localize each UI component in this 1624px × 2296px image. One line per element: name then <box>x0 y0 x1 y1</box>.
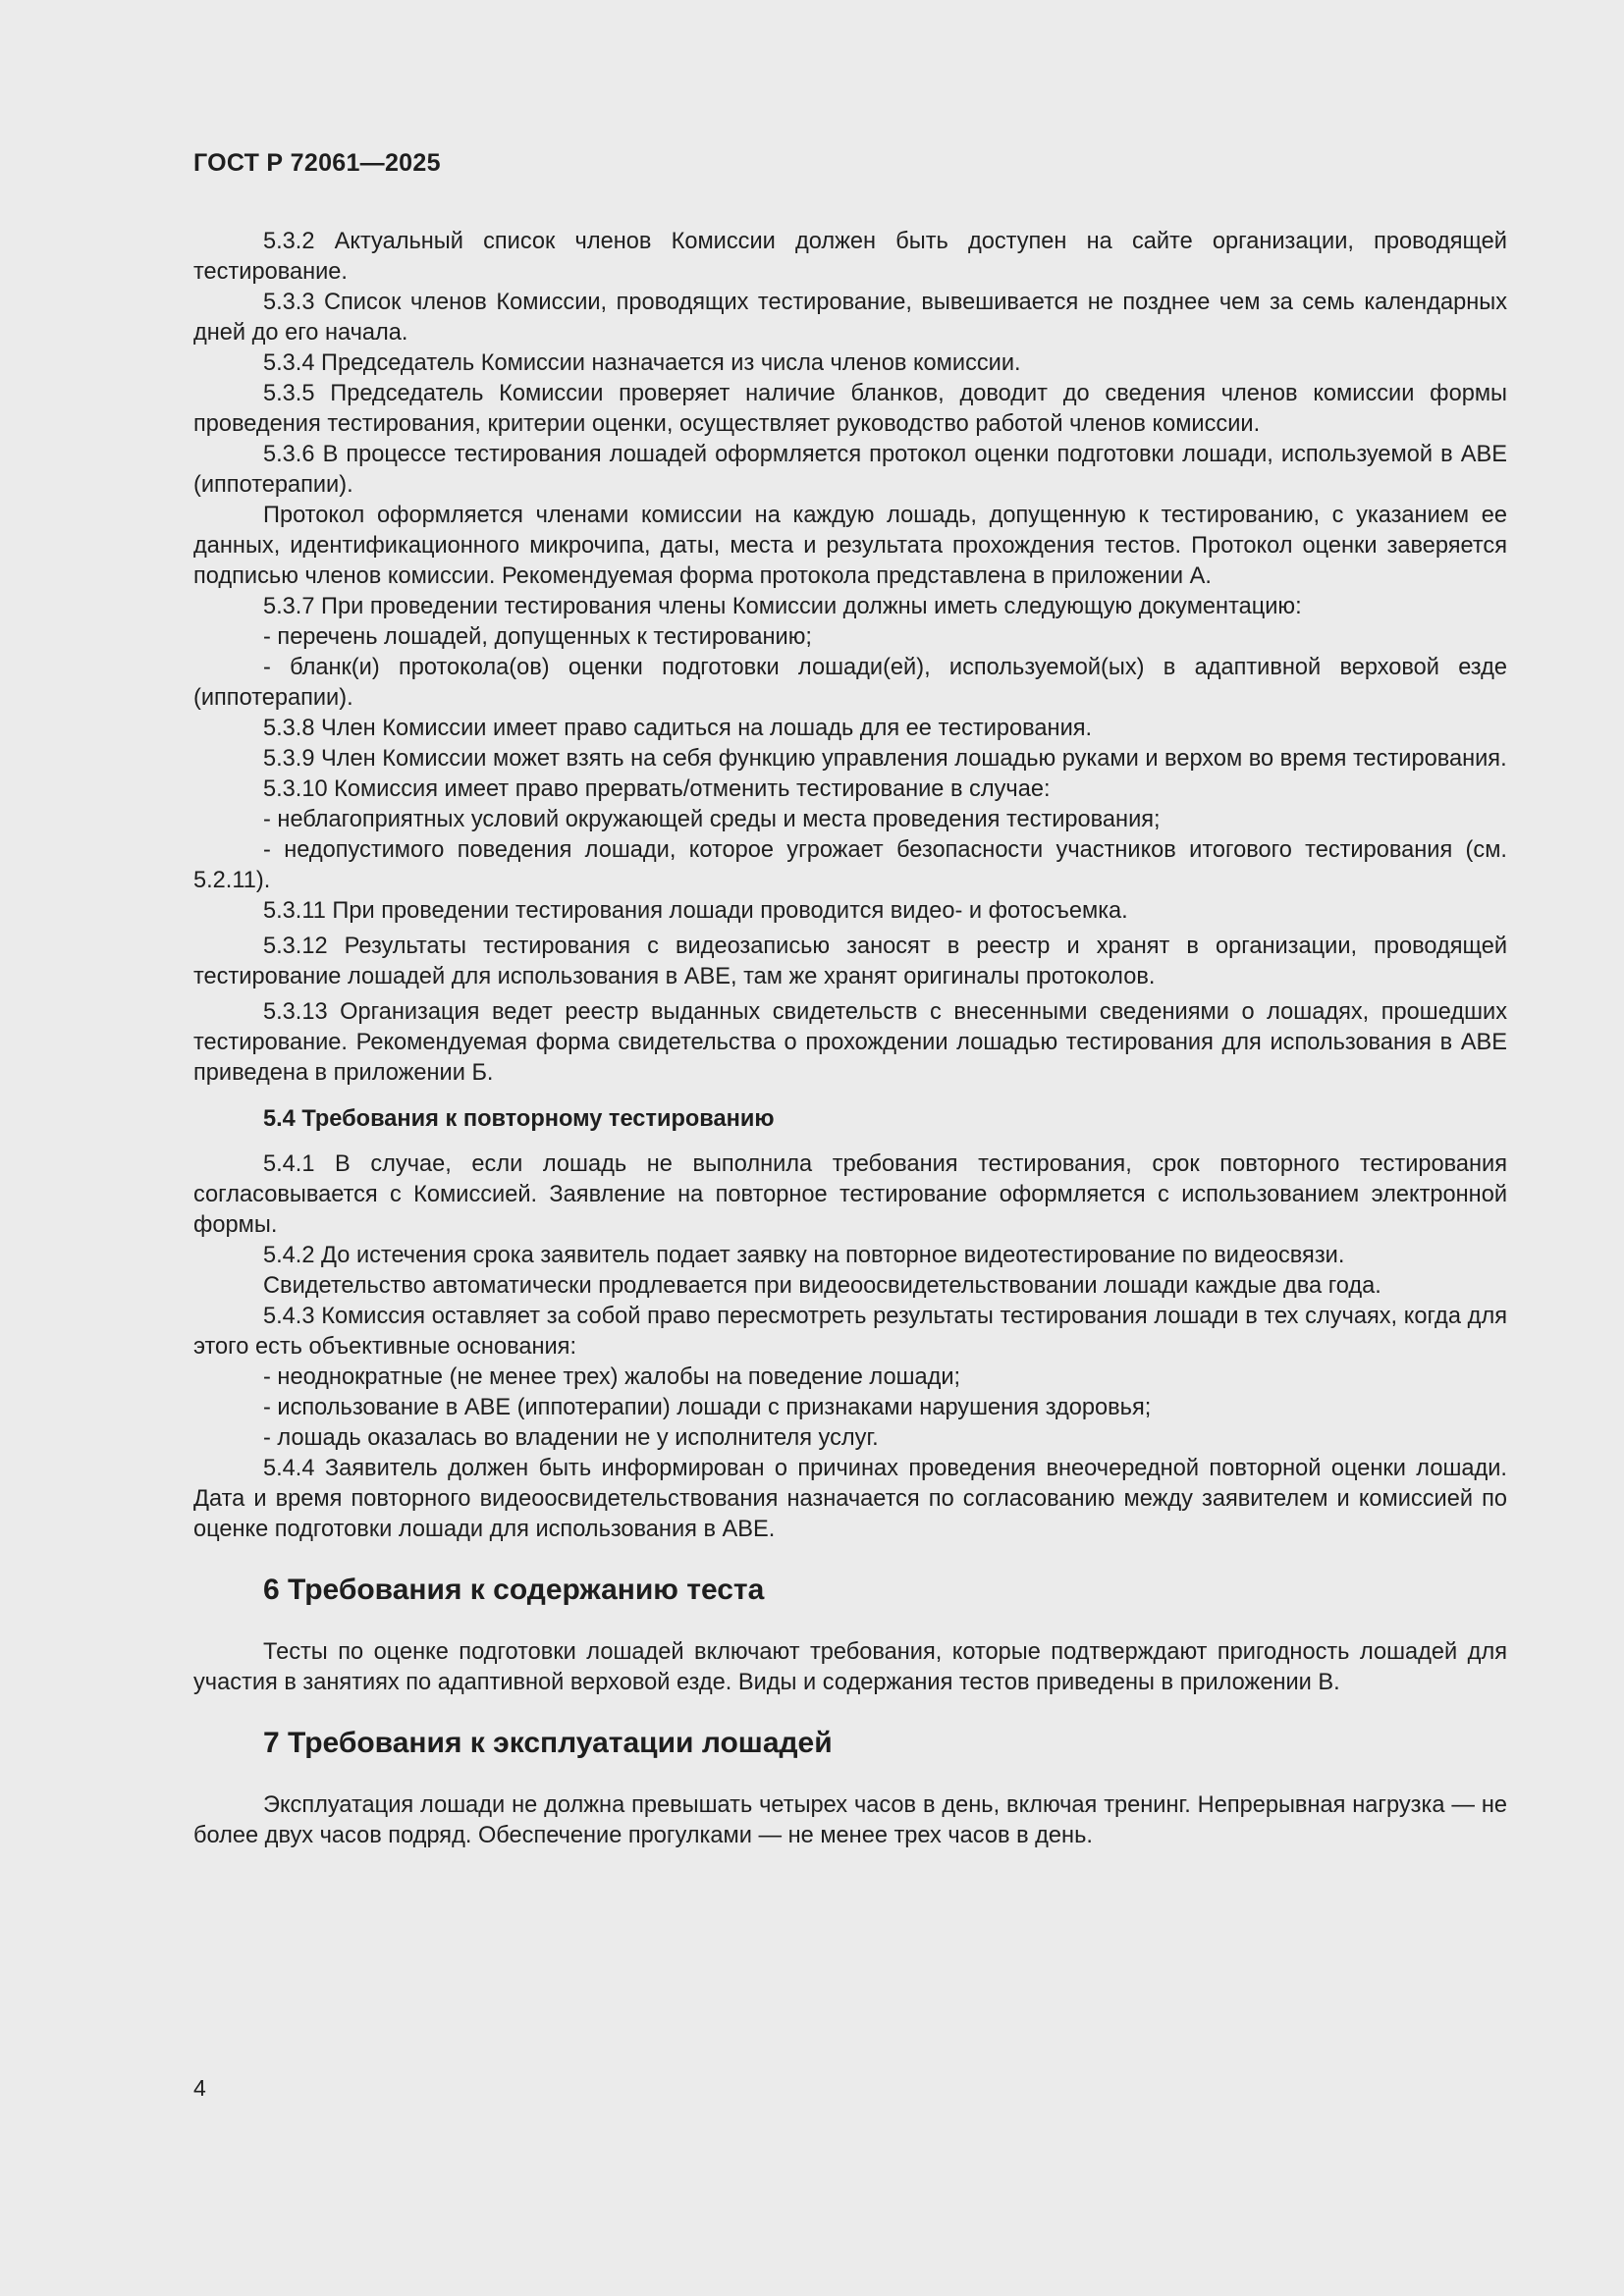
paragraph: 5.3.10 Комиссия имеет право прервать/отменить тестирование в случае: <box>263 776 1051 802</box>
paragraph: 5.3.2 Актуальный список членов Комиссии должен быть доступен на сайте организации, проводящей тестирование. <box>193 229 1507 285</box>
list-item: - использование в АВЕ (иппотерапии) лошади с признаками нарушения здоровья; <box>263 1395 1152 1420</box>
paragraph: 5.3.3 Список членов Комиссии, проводящих тестирование, вывешивается не позднее чем за семь календарных дней до его начала. <box>193 290 1507 346</box>
paragraph: 5.3.13 Организация ведет реестр выданных свидетельств с внесенными сведениями о лошадях, прошедших тестирование. Рекомендуемая форма свидетельства о прохождении лошадью тестирования для использования в АВЕ приведена в приложении Б. <box>193 999 1507 1086</box>
list-item: - недопустимого поведения лошади, которое угрожает безопасности участников итогового тестирования (см. 5.2.11). <box>193 837 1507 893</box>
paragraph: 5.3.11 При проведении тестирования лошади проводится видео- и фотосъемка. <box>263 898 1128 924</box>
paragraph: Тесты по оценке подготовки лошадей включают требования, которые подтверждают пригодность лошадей для участия в занятиях по адаптивной верховой езде. Виды и содержания тестов приведены в приложении В. <box>193 1639 1507 1695</box>
list-item: - неоднократные (не менее трех) жалобы на поведение лошади; <box>263 1364 961 1390</box>
list-item: - неблагоприятных условий окружающей среды и места проведения тестирования; <box>263 807 1161 832</box>
list-item: - лошадь оказалась во владении не у исполнителя услуг. <box>263 1425 879 1451</box>
paragraph: 5.3.4 Председатель Комиссии назначается из числа членов комиссии. <box>263 350 1021 376</box>
paragraph: 5.3.5 Председатель Комиссии проверяет наличие бланков, доводит до сведения членов комиссии формы проведения тестирования, критерии оценки, осуществляет руководство работой членов комиссии. <box>193 381 1507 437</box>
paragraph: 5.4.2 До истечения срока заявитель подает заявку на повторное видеотестирование по видеосвязи. <box>263 1243 1345 1268</box>
paragraph: 5.3.12 Результаты тестирования с видеозаписью заносят в реестр и хранят в организации, проводящей тестирование лошадей для использования в АВЕ, там же хранят оригиналы протоколов. <box>193 934 1507 989</box>
document-header: ГОСТ Р 72061—2025 <box>193 149 441 177</box>
paragraph: 5.4.1 В случае, если лошадь не выполнила требования тестирования, срок повторного тестирования согласовывается с Комиссией. Заявление на повторное тестирование оформляется с использованием электронной формы. <box>193 1151 1507 1238</box>
paragraph: Свидетельство автоматически продлевается при видеоосвидетельствовании лошади каждые два года. <box>263 1273 1381 1299</box>
paragraph: Протокол оформляется членами комиссии на каждую лошадь, допущенную к тестированию, с указанием ее данных, идентификационного микрочипа, даты, места и результата прохождения тестов. Протокол оценки заверяется подписью членов комиссии. Рекомендуемая форма протокола представлена в приложении А. <box>193 503 1507 589</box>
paragraph: Эксплуатация лошади не должна превышать четырех часов в день, включая тренинг. Непрерывная нагрузка — не более двух часов подряд. Обеспечение прогулками — не менее трех часов в день. <box>193 1792 1507 1848</box>
paragraph: 5.3.6 В процессе тестирования лошадей оформляется протокол оценки подготовки лошади, используемой в АВЕ (иппотерапии). <box>193 442 1507 498</box>
paragraph: 5.4.3 Комиссия оставляет за собой право пересмотреть результаты тестирования лошади в тех случаях, когда для этого есть объективные основания: <box>193 1304 1507 1360</box>
document-body <box>193 227 1507 1851</box>
paragraph: 5.4.4 Заявитель должен быть информирован о причинах проведения внеочередной повторной оценки лошади. Дата и время повторного видеоосвидетельствования назначается по согласованию между заявителем и комиссией по оценке подготовки лошади для использования в АВЕ. <box>193 1456 1507 1542</box>
list-item: - перечень лошадей, допущенных к тестированию; <box>263 624 812 650</box>
section-heading: 7 Требования к эксплуатации лошадей <box>263 1727 833 1759</box>
subsection-heading: 5.4 Требования к повторному тестированию <box>263 1106 775 1132</box>
section-heading: 6 Требования к содержанию теста <box>263 1574 765 1606</box>
page-number: 4 <box>193 2075 206 2101</box>
paragraph: 5.3.8 Член Комиссии имеет право садиться на лошадь для ее тестирования. <box>263 716 1093 741</box>
paragraph: 5.3.9 Член Комиссии может взять на себя функцию управления лошадью руками и верхом во время тестирования. <box>263 746 1507 772</box>
list-item: - бланк(и) протокола(ов) оценки подготовки лошади(ей), используемой(ых) в адаптивной верховой езде (иппотерапии). <box>193 655 1507 711</box>
paragraph: 5.3.7 При проведении тестирования члены Комиссии должны иметь следующую документацию: <box>263 594 1302 619</box>
